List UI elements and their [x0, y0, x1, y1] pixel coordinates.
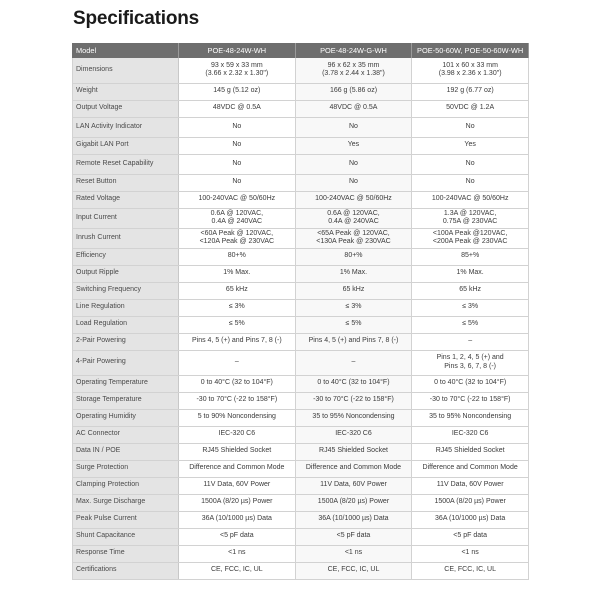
cell-text: 0.75A @ 230VAC	[442, 218, 498, 225]
table-row	[73, 154, 529, 174]
cell-text: 1500A (8/20 µs) Power	[201, 498, 273, 506]
row-label: Remote Reset Capability	[73, 154, 179, 174]
row-label: Inrush Current	[73, 228, 179, 248]
table-cell	[412, 282, 529, 299]
table-cell	[295, 409, 412, 426]
table-cell	[179, 528, 296, 545]
cell-text: 93 x 59 x 33 mm	[210, 61, 263, 69]
cell-text: <5 pF data	[453, 532, 487, 540]
table-cell	[295, 83, 412, 100]
cell-text: 100-240VAC @ 50/60Hz	[315, 195, 392, 203]
cell-text: 35 to 95% Noncondensing	[312, 413, 395, 421]
header-poe-50-60w: POE-50-60W, POE-50-60W-WH	[412, 43, 529, 58]
cell-text: 1500A (8/20 µs) Power	[434, 498, 506, 506]
table-cell	[295, 154, 412, 174]
cell-text: ≤ 5%	[228, 320, 245, 328]
table-cell	[179, 100, 296, 117]
cell-text: 192 g (6.77 oz)	[446, 87, 494, 95]
row-label: Operating Humidity	[73, 409, 179, 426]
table-cell	[295, 137, 412, 154]
row-label: Gigabit LAN Port	[73, 137, 179, 154]
cell-text: IEC-320 C6	[335, 430, 372, 438]
table-cell	[179, 460, 296, 477]
table-row	[73, 299, 529, 316]
cell-text: 166 g (5.86 oz)	[329, 87, 378, 95]
cell-text: 0.4A @ 240VAC	[328, 218, 379, 225]
table-cell	[295, 562, 412, 579]
row-label: Peak Pulse Current	[73, 511, 179, 528]
row-label: Load Regulation	[73, 316, 179, 333]
table-cell	[179, 299, 296, 316]
cell-text: 80+%	[227, 252, 246, 260]
table-row	[73, 460, 529, 477]
table-cell	[295, 494, 412, 511]
header-poe-48-24w-wh: POE-48-24W-WH	[179, 43, 296, 58]
cell-text: Pins 1, 2, 4, 5 (+) and	[436, 354, 504, 362]
row-label: Output Ripple	[73, 265, 179, 282]
cell-text: (3.98 x 2.36 x 1.30")	[438, 70, 502, 78]
header-poe-48-24w-g-wh: POE-48-24W-G-WH	[295, 43, 412, 58]
row-label: LAN Activity Indicator	[73, 117, 179, 137]
table-cell	[295, 208, 412, 228]
table-row	[73, 375, 529, 392]
table-cell	[412, 228, 529, 248]
cell-text: 100-240VAC @ 50/60Hz	[198, 195, 276, 203]
table-cell	[412, 316, 529, 333]
table-cell	[179, 494, 296, 511]
cell-text: 96 x 62 x 35 mm	[327, 61, 380, 69]
table-cell	[295, 392, 412, 409]
table-row	[73, 174, 529, 191]
table-cell	[179, 282, 296, 299]
table-row	[73, 350, 529, 375]
cell-text: IEC-320 C6	[218, 430, 256, 438]
cell-text: No	[349, 122, 358, 130]
cell-text: Yes	[347, 141, 360, 149]
table-cell	[179, 477, 296, 494]
cell-text: No	[232, 159, 242, 167]
table-cell	[179, 443, 296, 460]
cell-text: <130A Peak @ 230VAC	[316, 238, 391, 245]
row-label: Reset Button	[73, 174, 179, 191]
table-cell	[295, 545, 412, 562]
table-row	[73, 282, 529, 299]
row-label: Weight	[73, 83, 179, 100]
cell-text: No	[232, 178, 242, 186]
table-cell	[295, 299, 412, 316]
table-cell	[412, 333, 529, 350]
cell-text: <5 pF data	[336, 532, 371, 540]
cell-text: <120A Peak @ 230VAC	[199, 238, 275, 245]
table-cell	[179, 426, 296, 443]
table-cell	[412, 117, 529, 137]
row-label: Surge Protection	[73, 460, 179, 477]
cell-text: Difference and Common Mode	[189, 464, 285, 472]
table-row	[73, 333, 529, 350]
cell-text: 48VDC @ 0.5A	[329, 104, 378, 112]
cell-text: 11V Data, 60V Power	[320, 481, 387, 489]
table-cell	[412, 562, 529, 579]
table-cell	[179, 316, 296, 333]
cell-text: 1.3A @ 120VAC,	[443, 209, 497, 217]
cell-text: No	[349, 178, 358, 186]
cell-text: (3.66 x 2.32 x 1.30")	[205, 70, 269, 78]
cell-text: Pins 4, 5 (+) and Pins 7, 8 (-)	[308, 337, 399, 345]
cell-text: –	[234, 358, 239, 366]
cell-text: 36A (10/1000 µs) Data	[435, 515, 506, 523]
row-label: Storage Temperature	[73, 392, 179, 409]
table-row	[73, 100, 529, 117]
row-label: Max. Surge Discharge	[73, 494, 179, 511]
cell-text: 0.6A @ 120VAC,	[210, 209, 264, 217]
cell-text: IEC-320 C6	[451, 430, 489, 438]
cell-text: -30 to 70°C (-22 to 158°F)	[313, 396, 394, 404]
cell-text: Pins 4, 5 (+) and Pins 7, 8 (-)	[191, 337, 282, 345]
table-cell	[295, 426, 412, 443]
table-row	[73, 248, 529, 265]
cell-text: ≤ 3%	[462, 303, 479, 311]
table-cell	[412, 174, 529, 191]
table-cell	[412, 511, 529, 528]
table-cell	[295, 248, 412, 265]
specifications-table	[72, 43, 529, 580]
table-cell	[412, 191, 529, 208]
cell-text: Difference and Common Mode	[422, 464, 518, 472]
table-cell	[412, 460, 529, 477]
table-cell	[179, 137, 296, 154]
cell-text: No	[465, 178, 475, 186]
table-cell	[295, 350, 412, 375]
cell-text: <60A Peak @ 120VAC,	[200, 229, 274, 237]
cell-text: 65 kHz	[459, 286, 482, 294]
table-cell	[179, 409, 296, 426]
table-cell	[295, 265, 412, 282]
table-cell	[179, 117, 296, 137]
table-cell	[412, 100, 529, 117]
cell-text: No	[232, 122, 242, 130]
table-cell	[295, 375, 412, 392]
cell-text: Pins 3, 6, 7, 8 (-)	[444, 362, 497, 370]
cell-text: 0 to 40°C (32 to 104°F)	[200, 379, 273, 387]
table-cell	[295, 191, 412, 208]
table-row	[73, 528, 529, 545]
table-cell	[412, 528, 529, 545]
table-cell	[295, 316, 412, 333]
header-row	[73, 43, 529, 58]
cell-text: -30 to 70°C (-22 to 158°F)	[196, 396, 278, 404]
cell-text: 100-240VAC @ 50/60Hz	[431, 195, 509, 203]
table-header	[73, 43, 529, 58]
cell-text: –	[351, 358, 356, 366]
row-label: Input Current	[73, 208, 179, 228]
cell-text: 36A (10/1000 µs) Data	[318, 515, 389, 523]
cell-text: <200A Peak @ 230VAC	[432, 238, 508, 245]
row-label: 4-Pair Powering	[73, 350, 179, 375]
cell-text: 5 to 90% Noncondensing	[197, 413, 276, 421]
cell-text: 0 to 40°C (32 to 104°F)	[317, 379, 390, 387]
table-cell	[179, 83, 296, 100]
cell-text: Yes	[464, 141, 476, 149]
table-cell	[412, 58, 529, 83]
table-row	[73, 392, 529, 409]
cell-text: 0.6A @ 120VAC,	[327, 209, 380, 217]
table-cell	[412, 248, 529, 265]
table-cell	[412, 265, 529, 282]
table-body	[73, 58, 529, 579]
table-cell	[412, 494, 529, 511]
table-cell	[179, 562, 296, 579]
table-cell	[295, 477, 412, 494]
table-cell	[412, 477, 529, 494]
cell-text: <100A Peak @120VAC,	[432, 229, 508, 237]
row-label: Line Regulation	[73, 299, 179, 316]
table-cell	[295, 443, 412, 460]
table-cell	[179, 208, 296, 228]
table-cell	[179, 265, 296, 282]
row-label: Rated Voltage	[73, 191, 179, 208]
table-cell	[179, 375, 296, 392]
cell-text: 11V Data, 60V Power	[203, 481, 271, 489]
table-cell	[412, 154, 529, 174]
row-label: Certifications	[73, 562, 179, 579]
table-row	[73, 58, 529, 83]
cell-text: ≤ 5%	[345, 320, 362, 328]
row-label: Dimensions	[73, 58, 179, 83]
table-cell	[179, 154, 296, 174]
cell-text: CE, FCC, IC, UL	[444, 566, 496, 574]
table-cell	[412, 350, 529, 375]
cell-text: No	[465, 159, 475, 167]
cell-text: 1% Max.	[223, 269, 251, 277]
cell-text: RJ45 Shielded Socket	[435, 447, 505, 455]
cell-text: 0.4A @ 240VAC	[211, 218, 263, 225]
table-cell	[295, 282, 412, 299]
table-row	[73, 477, 529, 494]
table-cell	[295, 100, 412, 117]
table-row	[73, 191, 529, 208]
table-cell	[295, 117, 412, 137]
table-cell	[412, 375, 529, 392]
cell-text: –	[468, 337, 473, 345]
cell-text: -30 to 70°C (-22 to 158°F)	[429, 396, 511, 404]
cell-text: 80+%	[344, 252, 363, 260]
row-label: Switching Frequency	[73, 282, 179, 299]
table-cell	[179, 350, 296, 375]
table-row	[73, 409, 529, 426]
table-cell	[412, 545, 529, 562]
row-label: Shunt Capacitance	[73, 528, 179, 545]
cell-text: No	[465, 122, 475, 130]
cell-text: Difference and Common Mode	[305, 464, 402, 472]
table-cell	[179, 545, 296, 562]
cell-text: RJ45 Shielded Socket	[202, 447, 272, 455]
table-row	[73, 545, 529, 562]
header-model: Model	[73, 43, 179, 58]
table-cell	[179, 248, 296, 265]
table-cell	[412, 137, 529, 154]
row-label: Efficiency	[73, 248, 179, 265]
cell-text: 145 g (5.12 oz)	[213, 87, 261, 95]
table-cell	[179, 58, 296, 83]
row-label: AC Connector	[73, 426, 179, 443]
cell-text: CE, FCC, IC, UL	[327, 566, 380, 574]
table-cell	[412, 443, 529, 460]
cell-text: 1500A (8/20 µs) Power	[317, 498, 390, 506]
cell-text: (3.78 x 2.44 x 1.38")	[322, 70, 385, 78]
cell-text: 11V Data, 60V Power	[436, 481, 504, 489]
row-label: 2-Pair Powering	[73, 333, 179, 350]
cell-text: No	[232, 141, 242, 149]
table-cell	[179, 174, 296, 191]
cell-text: 0 to 40°C (32 to 104°F)	[434, 379, 507, 387]
table-row	[73, 208, 529, 228]
table-row	[73, 316, 529, 333]
cell-text: 50VDC @ 1.2A	[446, 104, 495, 112]
table-cell	[412, 299, 529, 316]
table-row	[73, 443, 529, 460]
cell-text: <5 pF data	[219, 532, 254, 540]
table-row	[73, 117, 529, 137]
row-label: Operating Temperature	[73, 375, 179, 392]
cell-text: 65 kHz	[225, 286, 248, 294]
cell-text: 65 kHz	[342, 286, 365, 294]
row-label: Output Voltage	[73, 100, 179, 117]
cell-text: 36A (10/1000 µs) Data	[201, 515, 272, 523]
table-row	[73, 511, 529, 528]
cell-text: ≤ 5%	[462, 320, 479, 328]
table-row	[73, 494, 529, 511]
table-row	[73, 426, 529, 443]
row-label: Data IN / POE	[73, 443, 179, 460]
table-cell	[412, 208, 529, 228]
cell-text: 1% Max.	[456, 269, 484, 277]
cell-text: 35 to 95% Noncondensing	[429, 413, 512, 421]
table-cell	[179, 392, 296, 409]
table-cell	[412, 409, 529, 426]
table-row	[73, 265, 529, 282]
cell-text: <65A Peak @ 120VAC,	[317, 229, 390, 237]
page-title: Specifications	[73, 8, 200, 29]
row-label: Response Time	[73, 545, 179, 562]
cell-text: 48VDC @ 0.5A	[212, 104, 261, 112]
cell-text: ≤ 3%	[345, 303, 362, 311]
table-cell	[295, 528, 412, 545]
cell-text: 101 x 60 x 33 mm	[442, 61, 498, 69]
row-label: Clamping Protection	[73, 477, 179, 494]
cell-text: RJ45 Shielded Socket	[319, 447, 388, 455]
cell-text: CE, FCC, IC, UL	[210, 566, 263, 574]
cell-text: <1 ns	[344, 549, 363, 557]
table-cell	[295, 228, 412, 248]
table-row	[73, 562, 529, 579]
cell-text: No	[349, 159, 358, 167]
table-cell	[412, 426, 529, 443]
table-row	[73, 228, 529, 248]
table-cell	[179, 333, 296, 350]
table-cell	[179, 191, 296, 208]
table-row	[73, 137, 529, 154]
cell-text: 85+%	[461, 252, 480, 260]
table-cell	[295, 58, 412, 83]
table-row	[73, 83, 529, 100]
table-cell	[412, 83, 529, 100]
table-cell	[179, 511, 296, 528]
cell-text: 1% Max.	[339, 269, 368, 277]
table-cell	[295, 333, 412, 350]
table-cell	[412, 392, 529, 409]
table-cell	[295, 174, 412, 191]
cell-text: <1 ns	[228, 549, 246, 557]
cell-text: <1 ns	[461, 549, 479, 557]
table-cell	[295, 511, 412, 528]
table-cell	[179, 228, 296, 248]
cell-text: ≤ 3%	[228, 303, 245, 311]
table-cell	[295, 460, 412, 477]
